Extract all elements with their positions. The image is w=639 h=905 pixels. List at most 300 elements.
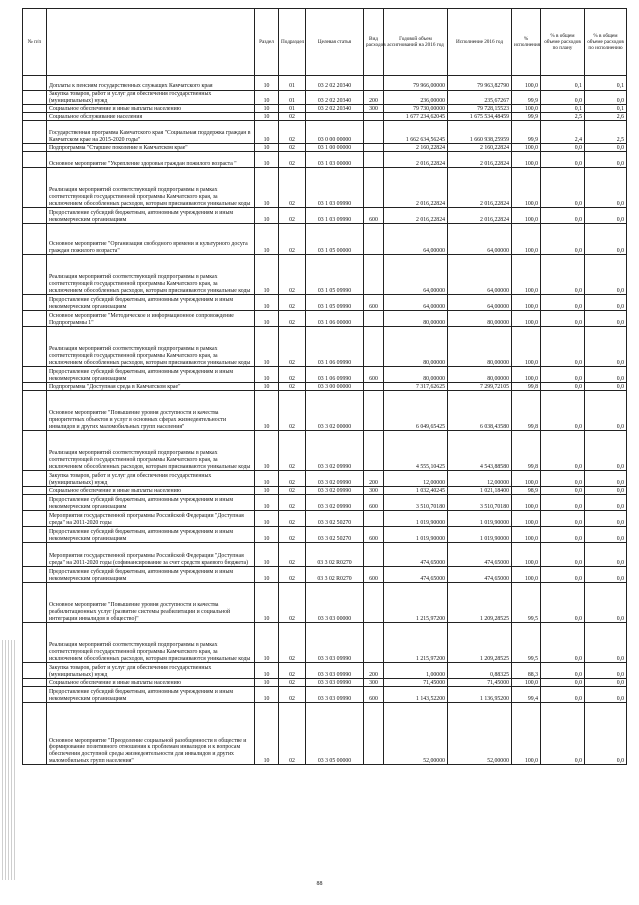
row-num-cell: [23, 487, 47, 495]
row-name-cell: Реализация мероприятий соответствующей подпрограммы в рамках соответствующей государственной программы Камчатского края, за исключением обособленных расходов, которым присваиваются уникальные коды: [47, 623, 255, 663]
annual-cell: 1 032,40245: [384, 487, 448, 495]
share-plan-cell: 0,0: [541, 255, 585, 295]
podrazdel-cell: 02: [279, 567, 306, 583]
header-pct: % исполнения: [512, 9, 541, 76]
exec-cell: 12,00000: [448, 471, 512, 487]
podrazdel-cell: 02: [279, 527, 306, 543]
row-name-cell: Мероприятия государственной программы Российской Федерации "Доступная среда" на 2011-2020 годы (софинансирование за счет средств краевого бюджета): [47, 543, 255, 567]
podrazdel-cell: 01: [279, 76, 306, 91]
row-name-cell: Предоставление субсидий бюджетным, автономным учреждениям и иным некоммерческим организациям: [47, 495, 255, 511]
share-exec-cell: 2,6: [585, 113, 627, 121]
pct-cell: 100,0: [512, 543, 541, 567]
table-row: [23, 152, 627, 168]
table-row: [23, 623, 627, 663]
vid-cell: 300: [364, 487, 384, 495]
share-exec-cell: 0,0: [585, 679, 627, 687]
exec-cell: 2 160,22824: [448, 144, 512, 152]
row-num-cell: [23, 255, 47, 295]
annual-cell: 80,00000: [384, 367, 448, 383]
pct-cell: 100,0: [512, 295, 541, 311]
table-row: [23, 367, 627, 383]
table-row: [23, 495, 627, 511]
share-plan-cell: 0,0: [541, 703, 585, 765]
row-num-cell: [23, 152, 47, 168]
row-name-cell: Предоставление субсидий бюджетным, автономным учреждениям и иным некоммерческим организациям: [47, 208, 255, 224]
razdel-cell: 10: [255, 495, 279, 511]
row-num-cell: [23, 431, 47, 471]
exec-cell: 1 660 938,25959: [448, 121, 512, 144]
pct-cell: 100,0: [512, 679, 541, 687]
share-exec-cell: 0,0: [585, 583, 627, 623]
share-plan-cell: 0,0: [541, 495, 585, 511]
row-num-cell: [23, 327, 47, 367]
table-row: [23, 255, 627, 295]
share-plan-cell: 0,0: [541, 583, 585, 623]
share-exec-cell: 0,0: [585, 367, 627, 383]
pct-cell: 100,0: [512, 255, 541, 295]
target-cell: 03 3 03 00000: [306, 583, 364, 623]
share-plan-cell: 0,0: [541, 487, 585, 495]
pct-cell: 99,4: [512, 687, 541, 703]
podrazdel-cell: 01: [279, 105, 306, 113]
vid-cell: [364, 511, 384, 527]
vid-cell: 600: [364, 367, 384, 383]
row-name-cell: Основное мероприятие "Организация свободного времени и культурного досуга граждан пожилого возраста": [47, 224, 255, 255]
share-exec-cell: 0,0: [585, 91, 627, 105]
target-cell: 03 3 03 09990: [306, 679, 364, 687]
razdel-cell: 10: [255, 391, 279, 431]
exec-cell: 71,45000: [448, 679, 512, 687]
pct-cell: 100,0: [512, 224, 541, 255]
share-plan-cell: 0,0: [541, 567, 585, 583]
exec-cell: 474,65000: [448, 543, 512, 567]
share-plan-cell: 0,0: [541, 311, 585, 327]
podrazdel-cell: 02: [279, 495, 306, 511]
share-plan-cell: 0,0: [541, 527, 585, 543]
share-plan-cell: 0,0: [541, 511, 585, 527]
pct-cell: 99,9: [512, 91, 541, 105]
row-name-cell: Реализация мероприятий соответствующей подпрограммы в рамках соответствующей государственной программы Камчатского края, за исключением обособленных расходов, которым присваиваются уникальные коды: [47, 255, 255, 295]
vid-cell: [364, 152, 384, 168]
annual-cell: 1 019,90000: [384, 511, 448, 527]
razdel-cell: 10: [255, 527, 279, 543]
vid-cell: [364, 327, 384, 367]
exec-cell: 79 728,15523: [448, 105, 512, 113]
exec-cell: 0,88325: [448, 663, 512, 679]
table-row: [23, 583, 627, 623]
exec-cell: 1 209,28525: [448, 623, 512, 663]
pct-cell: 88,3: [512, 663, 541, 679]
row-num-cell: [23, 295, 47, 311]
annual-cell: 64,00000: [384, 224, 448, 255]
row-name-cell: Предоставление субсидий бюджетным, автономным учреждениям и иным некоммерческим организациям: [47, 687, 255, 703]
vid-cell: 600: [364, 295, 384, 311]
pct-cell: 100,0: [512, 76, 541, 91]
annual-cell: 80,00000: [384, 311, 448, 327]
table-row: [23, 487, 627, 495]
exec-cell: 4 543,88580: [448, 431, 512, 471]
row-name-cell: Закупка товаров, работ и услуг для обеспечения государственных (муниципальных) нужд: [47, 471, 255, 487]
share-exec-cell: 0,0: [585, 431, 627, 471]
target-cell: 03 3 02 09990: [306, 495, 364, 511]
row-name-cell: Основное мероприятие "Повышение уровня доступности и качества приоритетных объектов и услуг в основных сферах жизнедеятельности инвалидов и других маломобильных групп населения": [47, 391, 255, 431]
podrazdel-cell: 02: [279, 663, 306, 679]
exec-cell: 52,00000: [448, 703, 512, 765]
row-name-cell: Закупка товаров, работ и услуг для обеспечения государственных (муниципальных) нужд: [47, 91, 255, 105]
annual-cell: 236,00000: [384, 91, 448, 105]
exec-cell: 235,67267: [448, 91, 512, 105]
exec-cell: 2 016,22824: [448, 152, 512, 168]
target-cell: 03 1 00 00000: [306, 144, 364, 152]
target-cell: 03 1 05 09990: [306, 295, 364, 311]
razdel-cell: 10: [255, 583, 279, 623]
annual-cell: 3 510,70180: [384, 495, 448, 511]
vid-cell: [364, 144, 384, 152]
pct-cell: 100,0: [512, 511, 541, 527]
podrazdel-cell: 02: [279, 152, 306, 168]
annual-cell: 6 049,65425: [384, 391, 448, 431]
row-num-cell: [23, 367, 47, 383]
row-num-cell: [23, 311, 47, 327]
share-exec-cell: 0,0: [585, 623, 627, 663]
vid-cell: 300: [364, 679, 384, 687]
pct-cell: 98,9: [512, 487, 541, 495]
pct-cell: 100,0: [512, 327, 541, 367]
header-razdel: Раздел: [255, 9, 279, 76]
row-num-cell: [23, 383, 47, 391]
row-name-cell: Предоставление субсидий бюджетным, автономным учреждениям и иным некоммерческим организациям: [47, 295, 255, 311]
annual-cell: 52,00000: [384, 703, 448, 765]
razdel-cell: 10: [255, 511, 279, 527]
table-row: [23, 527, 627, 543]
razdel-cell: 10: [255, 327, 279, 367]
podrazdel-cell: 02: [279, 583, 306, 623]
row-num-cell: [23, 113, 47, 121]
pct-cell: 100,0: [512, 144, 541, 152]
share-plan-cell: 0,1: [541, 105, 585, 113]
razdel-cell: 10: [255, 567, 279, 583]
share-exec-cell: 0,0: [585, 144, 627, 152]
row-name-cell: Предоставление субсидий бюджетным, автономным учреждениям и иным некоммерческим организациям: [47, 367, 255, 383]
podrazdel-cell: 02: [279, 208, 306, 224]
row-name-cell: Социальное обеспечение и иные выплаты населению: [47, 105, 255, 113]
annual-cell: 64,00000: [384, 295, 448, 311]
exec-cell: 1 136,95200: [448, 687, 512, 703]
table-row: [23, 91, 627, 105]
annual-cell: 7 317,62625: [384, 383, 448, 391]
row-name-cell: Реализация мероприятий соответствующей подпрограммы в рамках соответствующей государственной программы Камчатского края, за исключением обособленных расходов, которым присваиваются уникальные коды: [47, 168, 255, 208]
razdel-cell: 10: [255, 431, 279, 471]
vid-cell: 300: [364, 105, 384, 113]
target-cell: 03 2 02 20340: [306, 91, 364, 105]
podrazdel-cell: 02: [279, 295, 306, 311]
row-name-cell: Реализация мероприятий соответствующей подпрограммы в рамках соответствующей государственной программы Камчатского края, за исключением обособленных расходов, которым присваиваются уникальные коды: [47, 327, 255, 367]
vid-cell: 600: [364, 567, 384, 583]
podrazdel-cell: 01: [279, 91, 306, 105]
razdel-cell: 10: [255, 623, 279, 663]
table-row: [23, 679, 627, 687]
share-exec-cell: 0,0: [585, 703, 627, 765]
podrazdel-cell: 02: [279, 471, 306, 487]
exec-cell: 7 299,72105: [448, 383, 512, 391]
budget-table: [22, 8, 627, 765]
target-cell: 03 3 02 09990: [306, 431, 364, 471]
razdel-cell: 10: [255, 168, 279, 208]
podrazdel-cell: 02: [279, 311, 306, 327]
annual-cell: 1 677 234,62045: [384, 113, 448, 121]
pct-cell: 100,0: [512, 567, 541, 583]
vid-cell: [364, 113, 384, 121]
annual-cell: 474,65000: [384, 543, 448, 567]
share-exec-cell: 0,0: [585, 687, 627, 703]
razdel-cell: 10: [255, 91, 279, 105]
table-row: [23, 121, 627, 144]
podrazdel-cell: 02: [279, 391, 306, 431]
row-name-cell: Социальное обеспечение и иные выплаты населению: [47, 487, 255, 495]
row-num-cell: [23, 91, 47, 105]
share-plan-cell: 0,0: [541, 543, 585, 567]
pct-cell: 99,8: [512, 383, 541, 391]
share-plan-cell: 0,0: [541, 91, 585, 105]
row-num-cell: [23, 144, 47, 152]
target-cell: 03 3 02 50270: [306, 511, 364, 527]
row-name-cell: Основное мероприятие "Преодоление социальной разобщенности в обществе и формирование позитивного отношения к проблемам инвалидов и к вопросам обеспечения доступной среды жизнедеятельности для инвалидов и других маломобильных групп населения": [47, 703, 255, 765]
target-cell: 03 1 03 09990: [306, 168, 364, 208]
target-cell: 03 2 02 20340: [306, 105, 364, 113]
table-row: [23, 703, 627, 765]
share-plan-cell: 0,0: [541, 383, 585, 391]
table-row: [23, 391, 627, 431]
target-cell: 03 3 02 00000: [306, 391, 364, 431]
exec-cell: 80,00000: [448, 367, 512, 383]
row-name-cell: Мероприятия государственной программы Российской Федерации "Доступная среда" на 2011-2020 годы: [47, 511, 255, 527]
header-num: № п/п: [23, 9, 47, 76]
row-num-cell: [23, 121, 47, 144]
vid-cell: 200: [364, 471, 384, 487]
row-num-cell: [23, 495, 47, 511]
razdel-cell: 10: [255, 113, 279, 121]
row-num-cell: [23, 76, 47, 91]
pct-cell: 99,9: [512, 121, 541, 144]
row-num-cell: [23, 687, 47, 703]
share-plan-cell: 0,0: [541, 224, 585, 255]
target-cell: 03 1 06 00000: [306, 311, 364, 327]
table-row: [23, 543, 627, 567]
annual-cell: 1 143,52200: [384, 687, 448, 703]
razdel-cell: 10: [255, 105, 279, 113]
annual-cell: 2 016,22824: [384, 152, 448, 168]
exec-cell: 80,00000: [448, 311, 512, 327]
razdel-cell: 10: [255, 543, 279, 567]
row-num-cell: [23, 567, 47, 583]
table-row: [23, 663, 627, 679]
podrazdel-cell: 02: [279, 383, 306, 391]
podrazdel-cell: 02: [279, 168, 306, 208]
razdel-cell: 10: [255, 487, 279, 495]
annual-cell: 1 019,90000: [384, 527, 448, 543]
pct-cell: 100,0: [512, 367, 541, 383]
exec-cell: 64,00000: [448, 295, 512, 311]
annual-cell: 474,65000: [384, 567, 448, 583]
share-plan-cell: 2,4: [541, 121, 585, 144]
razdel-cell: 10: [255, 687, 279, 703]
row-num-cell: [23, 511, 47, 527]
share-exec-cell: 0,0: [585, 495, 627, 511]
podrazdel-cell: 02: [279, 703, 306, 765]
pct-cell: 100,0: [512, 168, 541, 208]
razdel-cell: 10: [255, 663, 279, 679]
annual-cell: 1,00000: [384, 663, 448, 679]
vid-cell: 200: [364, 91, 384, 105]
target-cell: 03 3 02 09990: [306, 471, 364, 487]
vid-cell: [364, 431, 384, 471]
header-share-plan: % в общем объеме расходов по плану: [541, 9, 585, 76]
vid-cell: 600: [364, 495, 384, 511]
exec-cell: 6 038,43580: [448, 391, 512, 431]
pct-cell: 99,5: [512, 623, 541, 663]
razdel-cell: 10: [255, 679, 279, 687]
table-row: [23, 144, 627, 152]
share-plan-cell: 0,0: [541, 168, 585, 208]
pct-cell: 99,8: [512, 391, 541, 431]
annual-cell: 71,45000: [384, 679, 448, 687]
podrazdel-cell: 02: [279, 224, 306, 255]
podrazdel-cell: 02: [279, 144, 306, 152]
share-plan-cell: 0,0: [541, 471, 585, 487]
share-exec-cell: 0,1: [585, 105, 627, 113]
podrazdel-cell: 02: [279, 623, 306, 663]
row-num-cell: [23, 623, 47, 663]
target-cell: 03 3 05 00000: [306, 703, 364, 765]
target-cell: 03 3 03 09990: [306, 687, 364, 703]
annual-cell: 79 966,00000: [384, 76, 448, 91]
share-plan-cell: 0,0: [541, 679, 585, 687]
razdel-cell: 10: [255, 703, 279, 765]
annual-cell: 1 215,97200: [384, 583, 448, 623]
row-name-cell: Доплаты к пенсиям государственных служащих Камчатского края: [47, 76, 255, 91]
pct-cell: 99,8: [512, 431, 541, 471]
vid-cell: [364, 121, 384, 144]
share-plan-cell: 0,1: [541, 76, 585, 91]
row-name-cell: Основное мероприятие "Повышение уровня доступности и качества реабилитационных услуг (развитие системы реабилитации и социальной интеграции инвалидов в общество)": [47, 583, 255, 623]
podrazdel-cell: 02: [279, 113, 306, 121]
table-row: [23, 208, 627, 224]
share-exec-cell: 0,0: [585, 168, 627, 208]
share-plan-cell: 0,0: [541, 663, 585, 679]
share-plan-cell: 0,0: [541, 327, 585, 367]
razdel-cell: 10: [255, 224, 279, 255]
row-num-cell: [23, 391, 47, 431]
razdel-cell: 10: [255, 311, 279, 327]
row-name-cell: Предоставление субсидий бюджетным, автономным учреждениям и иным некоммерческим организациям: [47, 567, 255, 583]
vid-cell: 200: [364, 663, 384, 679]
vid-cell: [364, 255, 384, 295]
pct-cell: 100,0: [512, 208, 541, 224]
share-plan-cell: 2,5: [541, 113, 585, 121]
share-exec-cell: 0,0: [585, 391, 627, 431]
vid-cell: [364, 623, 384, 663]
target-cell: 03 1 06 09990: [306, 367, 364, 383]
exec-cell: 64,00000: [448, 224, 512, 255]
target-cell: 03 3 02 R0270: [306, 543, 364, 567]
target-cell: 03 1 05 09990: [306, 255, 364, 295]
vid-cell: [364, 224, 384, 255]
exec-cell: 1 209,28525: [448, 583, 512, 623]
annual-cell: 80,00000: [384, 327, 448, 367]
share-exec-cell: 0,0: [585, 511, 627, 527]
share-exec-cell: 0,0: [585, 527, 627, 543]
table-row: [23, 511, 627, 527]
razdel-cell: 10: [255, 208, 279, 224]
share-exec-cell: 0,0: [585, 311, 627, 327]
vid-cell: [364, 583, 384, 623]
exec-cell: 474,65000: [448, 567, 512, 583]
row-name-cell: Социальное обслуживание населения: [47, 113, 255, 121]
razdel-cell: 10: [255, 76, 279, 91]
target-cell: 03 1 03 00000: [306, 152, 364, 168]
row-name-cell: Основное мероприятие "Методическое и информационное сопровождение Подпрограммы 1": [47, 311, 255, 327]
table-row: [23, 168, 627, 208]
table-header-row: [23, 9, 627, 76]
share-plan-cell: 0,0: [541, 144, 585, 152]
target-cell: 03 3 03 09990: [306, 623, 364, 663]
vid-cell: [364, 703, 384, 765]
share-exec-cell: 0,0: [585, 152, 627, 168]
share-exec-cell: 0,0: [585, 208, 627, 224]
exec-cell: 2 016,22824: [448, 208, 512, 224]
vid-cell: [364, 76, 384, 91]
annual-cell: 12,00000: [384, 471, 448, 487]
razdel-cell: 10: [255, 383, 279, 391]
pct-cell: 100,0: [512, 471, 541, 487]
table-row: [23, 383, 627, 391]
table-row: [23, 224, 627, 255]
target-cell: 03 1 03 09990: [306, 208, 364, 224]
row-num-cell: [23, 224, 47, 255]
exec-cell: 1 019,90000: [448, 527, 512, 543]
table-row: [23, 113, 627, 121]
share-plan-cell: 0,0: [541, 623, 585, 663]
row-num-cell: [23, 527, 47, 543]
target-cell: 03 3 00 00000: [306, 383, 364, 391]
share-exec-cell: 0,1: [585, 76, 627, 91]
share-plan-cell: 0,0: [541, 208, 585, 224]
target-cell: 03 3 02 R0270: [306, 567, 364, 583]
table-row: [23, 311, 627, 327]
row-num-cell: [23, 105, 47, 113]
row-name-cell: Подпрограмма "Доступная среда в Камчатском крае": [47, 383, 255, 391]
exec-cell: 3 510,70180: [448, 495, 512, 511]
podrazdel-cell: 02: [279, 367, 306, 383]
share-exec-cell: 0,0: [585, 567, 627, 583]
vid-cell: [364, 391, 384, 431]
razdel-cell: 10: [255, 255, 279, 295]
share-exec-cell: 0,0: [585, 224, 627, 255]
table-row: [23, 105, 627, 113]
row-num-cell: [23, 208, 47, 224]
target-cell: 03 1 06 09990: [306, 327, 364, 367]
share-exec-cell: 0,0: [585, 663, 627, 679]
share-exec-cell: 2,5: [585, 121, 627, 144]
razdel-cell: 10: [255, 471, 279, 487]
table-row: [23, 327, 627, 367]
target-cell: 03 3 02 50270: [306, 527, 364, 543]
table-row: [23, 471, 627, 487]
row-num-cell: [23, 703, 47, 765]
share-plan-cell: 0,0: [541, 431, 585, 471]
pct-cell: 99,9: [512, 113, 541, 121]
podrazdel-cell: 02: [279, 543, 306, 567]
